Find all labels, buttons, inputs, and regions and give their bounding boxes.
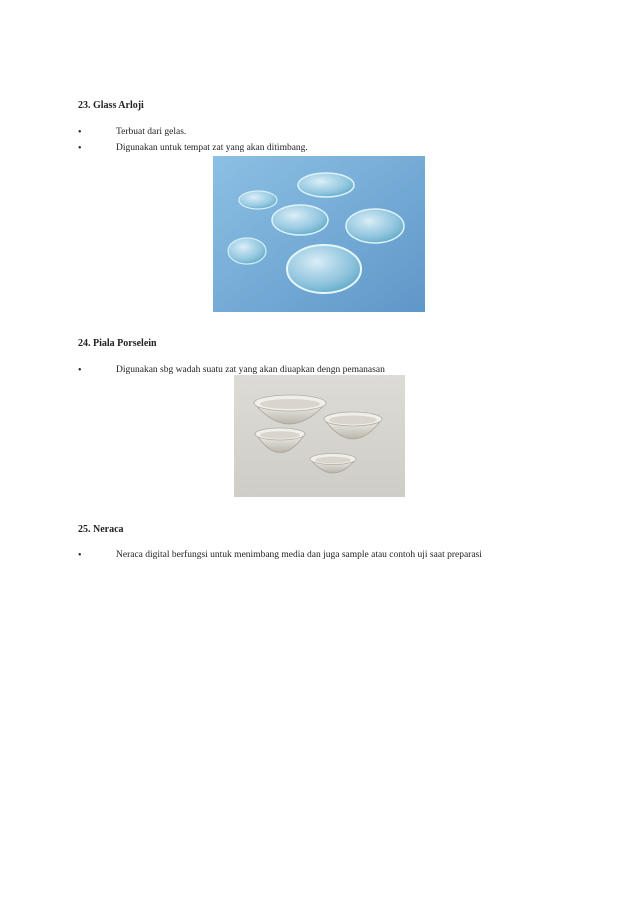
list-item-text: Terbuat dari gelas. (116, 127, 187, 137)
watch-glass-photo (213, 156, 425, 312)
section-title-piala-porselein: 24. Piala Porselein (78, 338, 157, 349)
bullet-icon: • (78, 143, 82, 154)
section-title-neraca: 25. Neraca (78, 524, 124, 535)
list-item (78, 550, 482, 561)
list-item-text: Neraca digital berfungsi untuk menimbang media dan juga sample atau contoh uji saat preparasi (116, 550, 482, 560)
list-item-text: Digunakan untuk tempat zat yang akan ditimbang. (116, 143, 308, 153)
bullet-icon: • (78, 550, 82, 561)
bullet-icon: • (78, 365, 82, 376)
porcelain-dish-photo (234, 375, 405, 497)
list-item-text: Digunakan sbg wadah suatu zat yang akan diuapkan dengn pemanasan (116, 365, 385, 375)
list-item (78, 127, 186, 138)
section-title-glass-arloji: 23. Glass Arloji (78, 100, 144, 111)
list-item (78, 143, 308, 154)
bullet-icon: • (78, 127, 82, 138)
